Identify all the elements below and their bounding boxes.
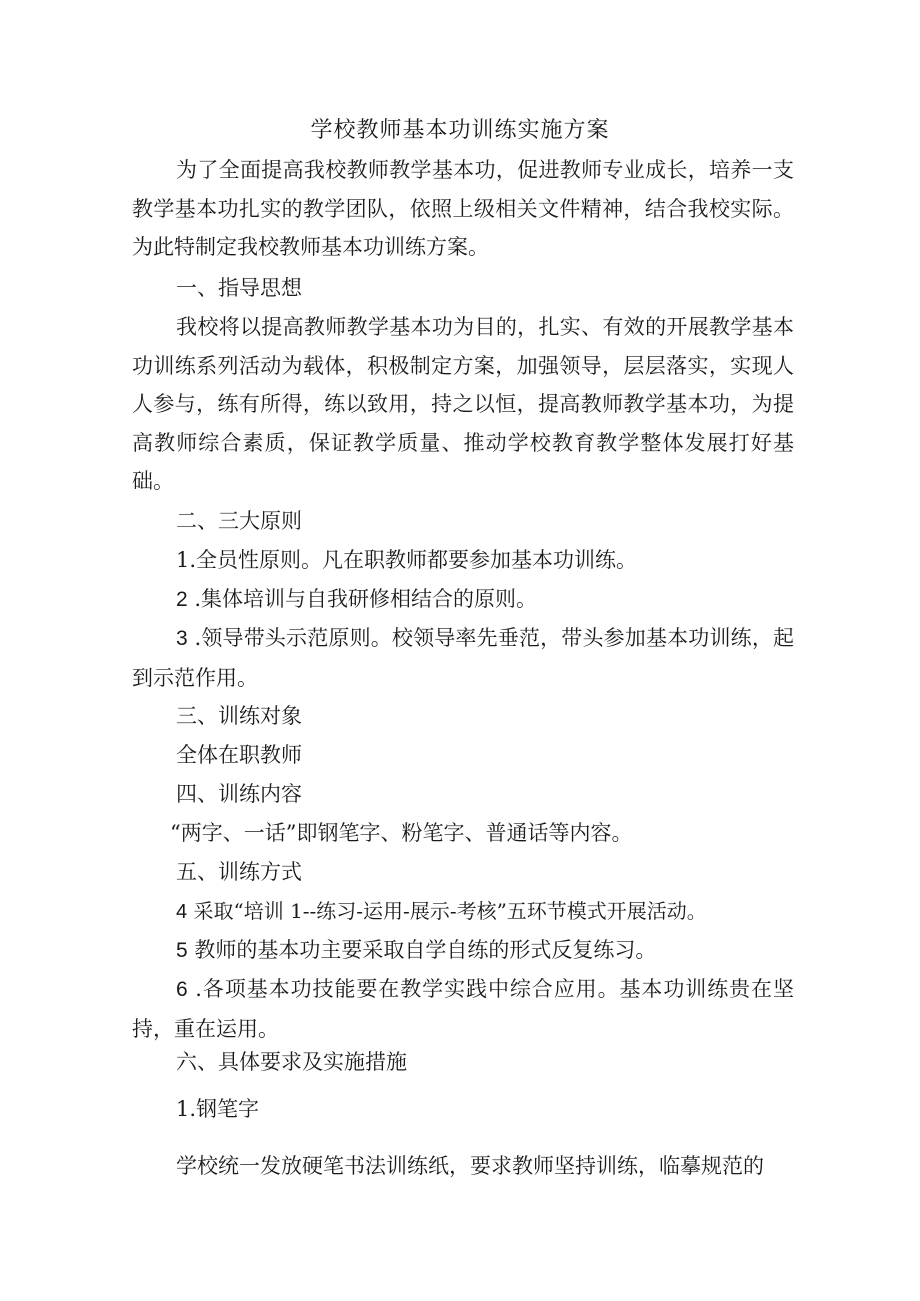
method-item-6	[132, 970, 794, 1048]
section-heading-target: 三、训练对象	[176, 704, 302, 728]
principle-item-3-text: .领导带头示范原则。校领导率先垂范，带头参加基本功训练，起到示范作用。	[132, 626, 794, 690]
requirement-sub-heading-pen: 1.钢笔字	[176, 1097, 260, 1121]
principle-item-2-text: .集体培训与自我研修相结合的原则。	[187, 587, 538, 611]
guiding-thought-paragraph: 我校将以提高教师教学基本功为目的，扎实、有效的开展教学基本功训练系列活动为载体，积极制定方案，加强领导，层层落实，实现人人参与，练有所得，练以致用，持之以恒，提高教师教学基本功，为提高教师综合素质，保证教学质量、推动学校教育教学整体发展打好基础。	[132, 315, 794, 493]
target-text: 全体在职教师	[176, 743, 302, 767]
intro-paragraph: 为了全面提高我校教师教学基本功，促进教师专业成长，培养一支教学基本功扎实的教学团队，依照上级相关文件精神，结合我校实际。为此特制定我校教师基本功训练方案。	[132, 158, 794, 259]
section-heading-guiding-thought: 一、指导思想	[176, 276, 302, 300]
method-item-6-text: .各项基本功技能要在教学实践中综合应用。基本功训练贵在坚持，重在运用。	[132, 977, 794, 1041]
principle-item-2-number: 2	[176, 588, 188, 611]
section-heading-method: 五、训练方式	[176, 860, 302, 884]
section-heading-requirements: 六、具体要求及实施措施	[176, 1050, 407, 1074]
section-heading-content: 四、训练内容	[176, 782, 302, 806]
principle-item-1: 1.全员性原则。凡在职教师都要参加基本功训练。	[176, 548, 638, 572]
method-item-4-number: 4	[176, 901, 188, 923]
method-item-6-number: 6	[176, 978, 188, 1001]
method-item-5	[176, 935, 656, 966]
method-item-4-text: 采取“培训 1--练习-运用-展示-考核”五环节模式开展活动。	[187, 899, 707, 923]
requirement-pen-paragraph: 学校统一发放硬笔书法训练纸，要求教师坚持训练，临摹规范的	[176, 1154, 764, 1178]
principle-item-3	[132, 619, 794, 697]
section-heading-principles: 二、三大原则	[176, 509, 302, 533]
method-item-5-number: 5	[176, 939, 188, 962]
method-item-4	[176, 896, 707, 927]
principle-item-2	[176, 584, 537, 615]
principle-item-3-number: 3	[176, 627, 188, 650]
document-title: 学校教师基本功训练实施方案	[310, 118, 610, 143]
method-item-5-text: 教师的基本功主要采取自学自练的形式反复练习。	[187, 938, 657, 962]
content-text: “两字、一话”即钢笔字、粉笔字、普通话等内容。	[170, 821, 633, 845]
